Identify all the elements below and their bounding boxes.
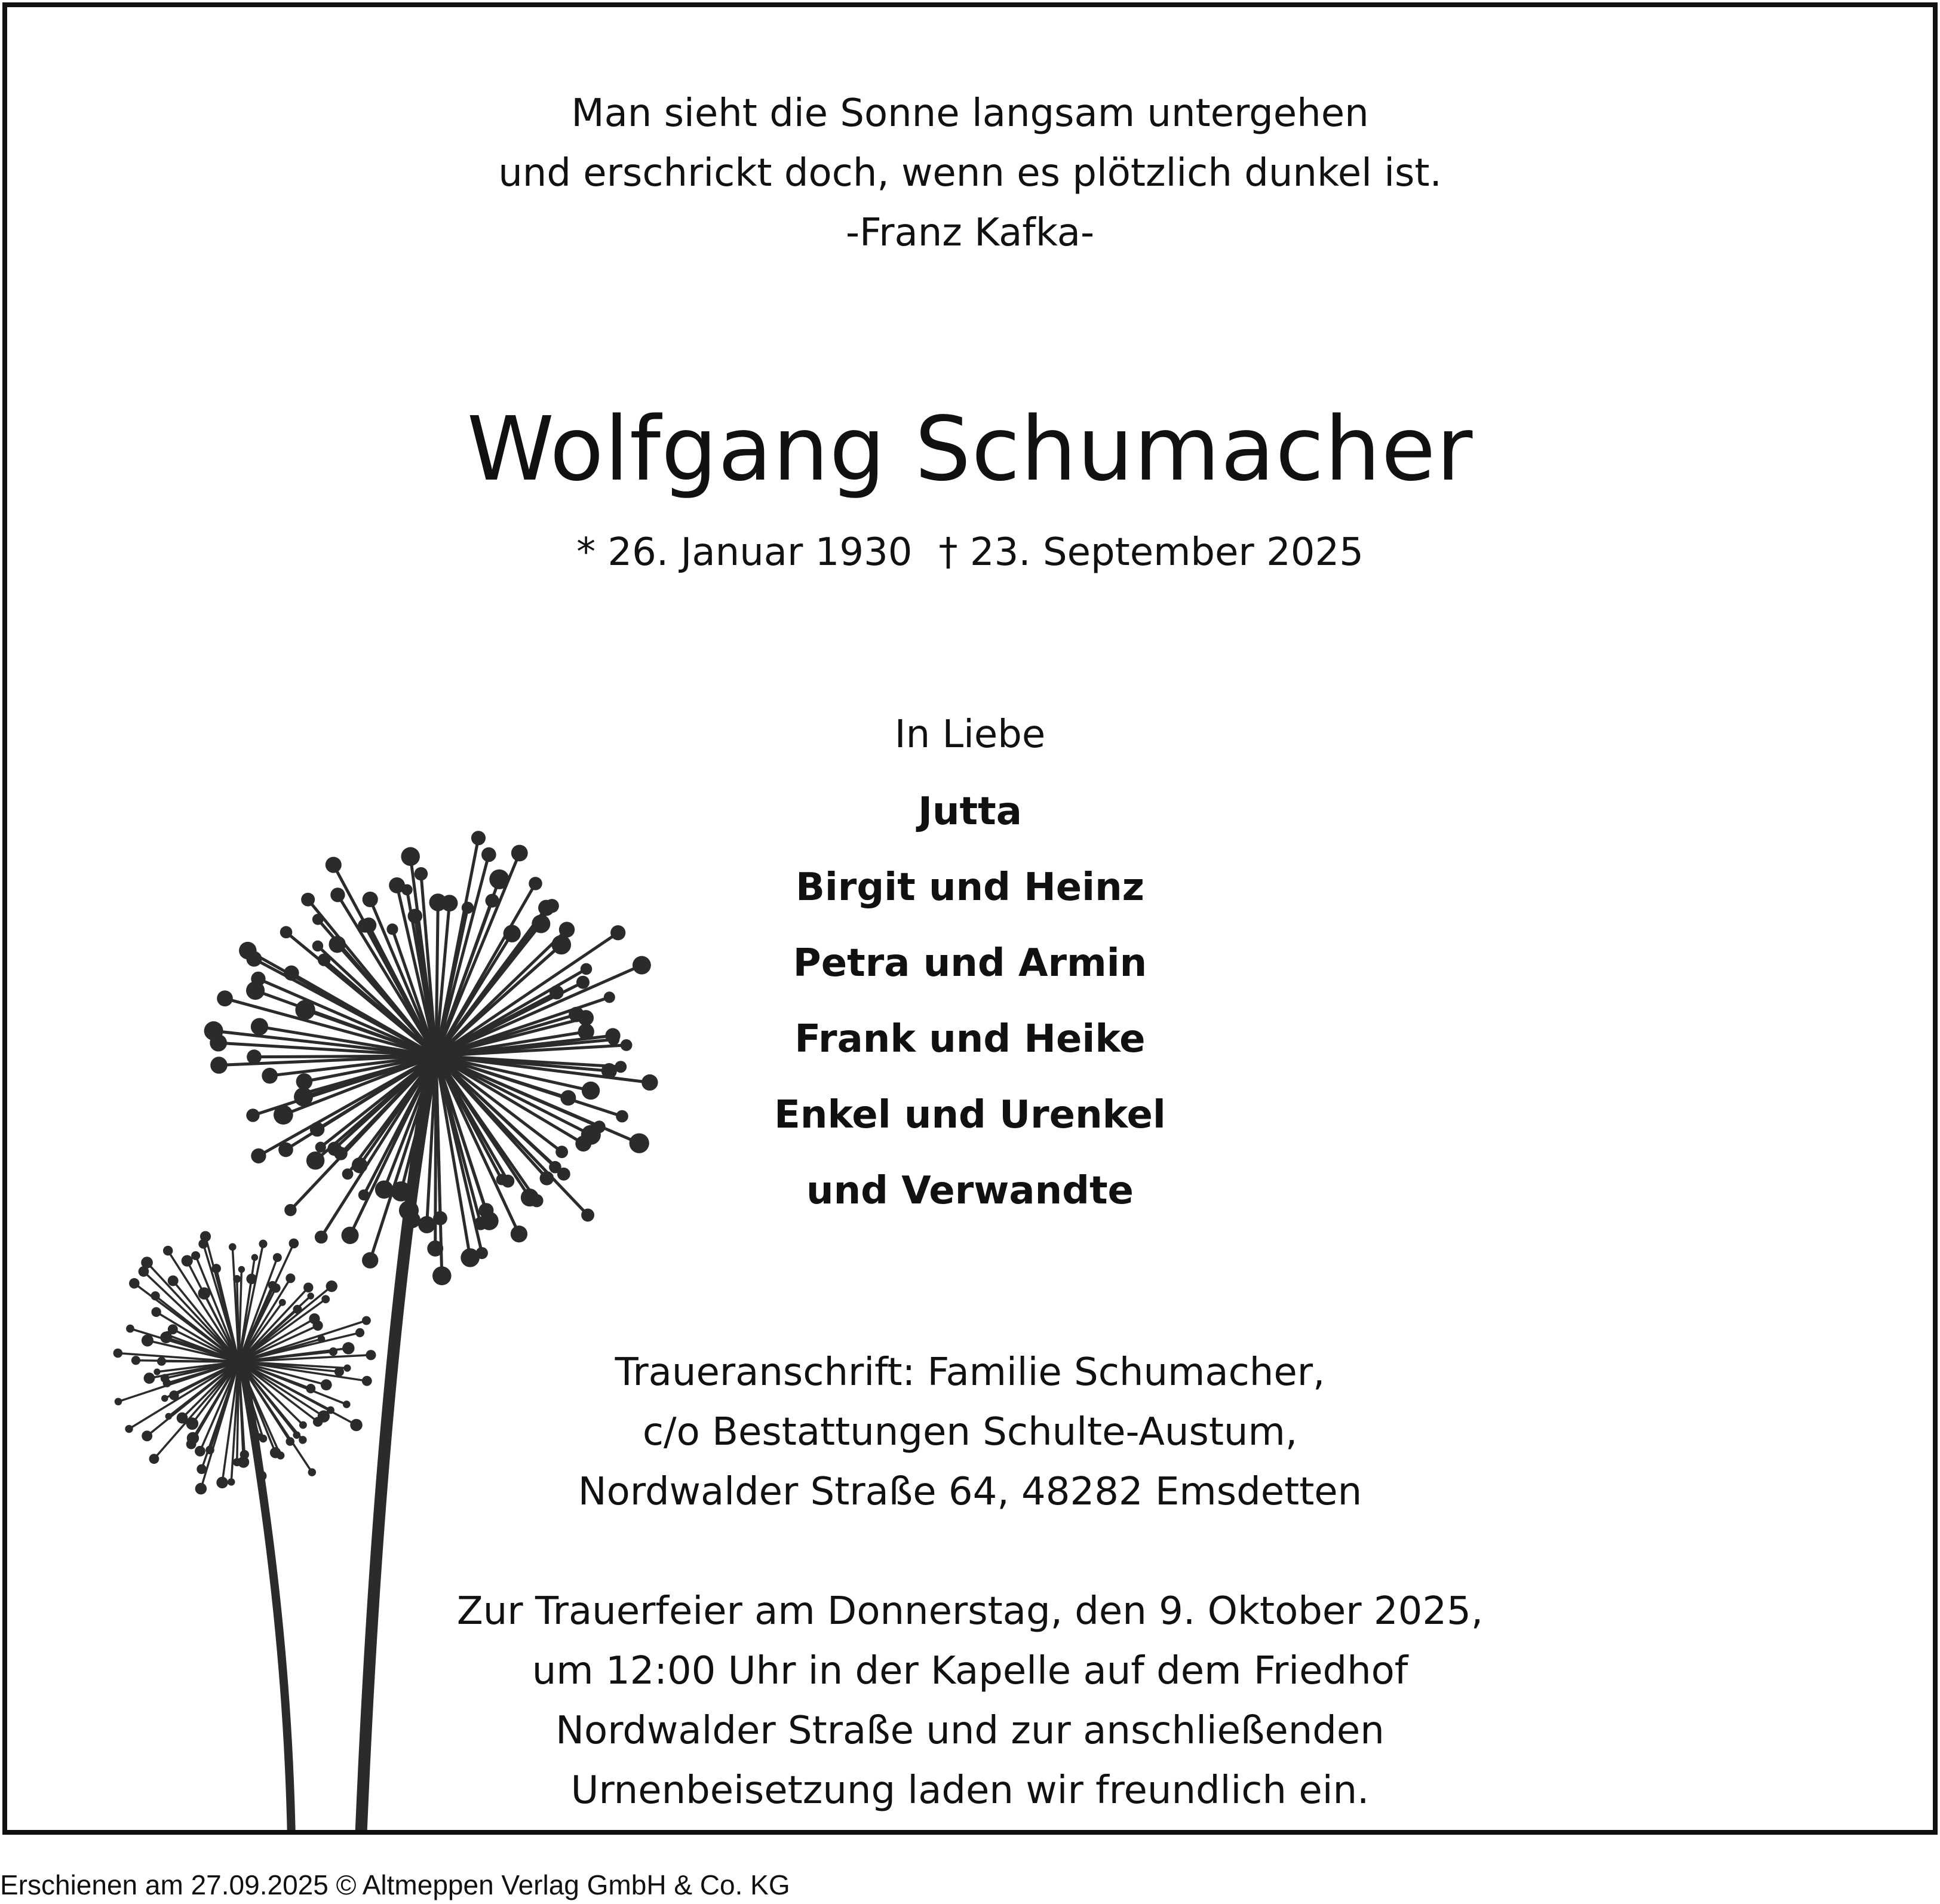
dandelion-seed bbox=[211, 1264, 221, 1273]
small-dandelion-head bbox=[113, 1231, 376, 1494]
dandelion-seed bbox=[375, 1180, 394, 1199]
dandelion-seed bbox=[504, 925, 521, 942]
dandelion-seed bbox=[238, 1266, 245, 1273]
service-line: Nordwalder Straße und zur anschließenden bbox=[555, 1709, 1385, 1753]
dandelion-seed bbox=[256, 1433, 263, 1441]
dandelion-seed bbox=[200, 1231, 211, 1242]
dandelion-seed bbox=[284, 1204, 296, 1216]
dandelion-seed bbox=[552, 935, 572, 955]
dandelion-seed bbox=[610, 925, 625, 940]
dandelion-seed bbox=[288, 1239, 299, 1249]
dandelion-seed bbox=[169, 1390, 179, 1400]
dandelion-seed bbox=[362, 1252, 378, 1269]
address-line: Traueranschrift: Familie Schumacher, bbox=[615, 1350, 1325, 1395]
dandelion-seed bbox=[131, 1356, 140, 1365]
dandelion-seed bbox=[341, 1227, 358, 1244]
dandelion-seed bbox=[271, 1283, 281, 1293]
dandelion-seed bbox=[532, 914, 550, 933]
dandelion-seed bbox=[315, 1230, 328, 1243]
dandelion-seed bbox=[343, 1401, 351, 1408]
dandelion-seed bbox=[350, 1419, 363, 1432]
dandelion-seed bbox=[142, 1430, 152, 1441]
dandelion-seed bbox=[251, 972, 265, 986]
dandelion-seed bbox=[326, 857, 342, 873]
address-line: Nordwalder Straße 64, 48282 Emsdetten bbox=[578, 1470, 1362, 1514]
dandelion-seed bbox=[321, 1295, 330, 1303]
dandelion-seed bbox=[521, 1189, 539, 1206]
obituary-card bbox=[2, 2, 1938, 1835]
dandelion-seed bbox=[471, 831, 486, 845]
quote bbox=[7, 84, 1933, 263]
birth-date: * 26. Januar 1930 bbox=[576, 530, 913, 575]
dandelion-seed bbox=[361, 917, 376, 933]
dandelion-seed bbox=[363, 892, 378, 907]
dandelion-seed bbox=[125, 1425, 133, 1433]
dandelion-seed bbox=[313, 1417, 323, 1426]
dandelion-seed bbox=[280, 926, 293, 939]
dandelion-seed bbox=[550, 985, 564, 1000]
large-dandelion-head bbox=[204, 831, 658, 1285]
dandelion-seed bbox=[630, 1134, 649, 1153]
quote-line: Man sieht die Sonne langsam untergehen bbox=[571, 91, 1369, 136]
dandelion-seed bbox=[481, 847, 496, 862]
dandelion-seed bbox=[315, 1142, 326, 1153]
dandelion-seed bbox=[217, 990, 233, 1006]
dandelion-seed bbox=[511, 844, 528, 861]
dandelion-seed bbox=[303, 1282, 314, 1292]
dandelion-seed bbox=[401, 847, 419, 865]
dandelion-seed bbox=[186, 1439, 197, 1450]
dandelion-seed bbox=[334, 1367, 344, 1377]
dandelion-seed bbox=[168, 1276, 179, 1286]
quote-author: -Franz Kafka- bbox=[845, 211, 1095, 255]
dandelion-seed bbox=[312, 1320, 323, 1331]
dandelion-seed bbox=[441, 895, 458, 911]
dandelion-seed bbox=[604, 991, 615, 1003]
dandelion-seed bbox=[204, 1021, 223, 1040]
dandelion-seed bbox=[582, 1082, 600, 1100]
dandelion-seed bbox=[113, 1349, 123, 1358]
dandelion-seed bbox=[308, 1468, 316, 1476]
dandelion-seed bbox=[129, 1278, 140, 1289]
dandelion-seed bbox=[549, 1161, 561, 1174]
dandelion-seed bbox=[366, 1350, 376, 1360]
dandelion-seed bbox=[216, 1477, 228, 1488]
dandelion-seed bbox=[301, 893, 315, 907]
dandelion-seed bbox=[144, 1372, 155, 1384]
dandelion-seed bbox=[273, 1253, 282, 1262]
service-line: Urnenbeisetzung laden wir freundlich ein. bbox=[570, 1768, 1370, 1813]
dandelion-seed bbox=[293, 1431, 300, 1439]
dandelion-seed-stalk bbox=[436, 924, 541, 1056]
dandelion-core bbox=[424, 1044, 448, 1068]
dandelion-seed bbox=[163, 1246, 173, 1255]
dandelion-seed bbox=[432, 1266, 452, 1285]
publication-footer: Erschienen am 27.09.2025 © Altmeppen Verlag GmbH & Co. KG bbox=[0, 1869, 790, 1900]
dandelion-seed bbox=[191, 1251, 200, 1260]
dandelion-seed bbox=[154, 1368, 160, 1375]
dandelion-seed bbox=[362, 1316, 371, 1325]
dandelion-seed bbox=[462, 902, 474, 914]
dandelion-seed bbox=[538, 900, 554, 916]
mourner-name: Birgit und Heinz bbox=[796, 865, 1144, 910]
dandelion-seed bbox=[404, 1212, 420, 1228]
dandelion-seed bbox=[342, 1168, 354, 1180]
quote-line: und erschrickt doch, wenn es plötzlich dunkel ist. bbox=[498, 151, 1442, 195]
dandelion-seed bbox=[270, 1447, 281, 1458]
dandelion-seed bbox=[205, 1446, 214, 1455]
dandelion-seed bbox=[233, 1275, 241, 1283]
dandelion-seed bbox=[352, 1157, 368, 1174]
dandelion-seed bbox=[330, 887, 345, 902]
dandelion-seed bbox=[578, 1010, 594, 1025]
dandelion-seed bbox=[251, 1254, 259, 1261]
dandelion-seed bbox=[228, 1478, 235, 1485]
dandelion-seed bbox=[616, 1110, 628, 1123]
dandelion-seed bbox=[529, 877, 542, 890]
dandelion-seed bbox=[256, 1471, 266, 1481]
dandelion-seed bbox=[307, 1292, 314, 1300]
dandelion-seed bbox=[641, 1074, 658, 1091]
life-dates bbox=[7, 526, 1933, 579]
dandelion-seed bbox=[284, 966, 299, 981]
dandelion-seed bbox=[576, 976, 590, 989]
dandelion-seed bbox=[555, 1146, 568, 1158]
dandelion-seed bbox=[161, 1395, 168, 1402]
dandelion-seed bbox=[262, 1068, 278, 1084]
mourner-name: Enkel und Urenkel bbox=[774, 1093, 1166, 1137]
dandelion-seed bbox=[326, 1280, 337, 1292]
dandelion-seed bbox=[621, 1039, 633, 1051]
dandelion-seed bbox=[251, 1018, 268, 1035]
dandelion-seed bbox=[306, 1151, 325, 1170]
mourners-intro: In Liebe bbox=[894, 713, 1046, 757]
dandelion-seed bbox=[195, 1483, 207, 1494]
dandelion-seed bbox=[259, 1240, 267, 1248]
dandelion-seed bbox=[427, 1240, 443, 1257]
dandelion-seed bbox=[362, 1376, 372, 1386]
dandelion-seed bbox=[321, 1379, 332, 1390]
dandelion-seed bbox=[299, 1436, 306, 1444]
dandelion-illustration bbox=[7, 784, 694, 1835]
mourner-name: Jutta bbox=[918, 790, 1022, 834]
dandelion-seed bbox=[461, 1248, 480, 1267]
dandelion-seed bbox=[342, 1342, 354, 1354]
dandelion-seed bbox=[329, 1347, 337, 1356]
dandelion-seed bbox=[299, 1421, 307, 1429]
dandelion-seed bbox=[197, 1464, 207, 1475]
dandelion-seed bbox=[210, 1057, 228, 1074]
dandelion-seed bbox=[296, 1073, 313, 1090]
dandelion-seed bbox=[115, 1398, 122, 1405]
dandelion-seed bbox=[251, 1148, 266, 1163]
dandelion-seed bbox=[286, 1273, 295, 1283]
dandelion-core bbox=[231, 1353, 247, 1370]
dandelion-seed bbox=[168, 1324, 178, 1334]
mourner-name: Frank und Heike bbox=[794, 1017, 1146, 1061]
dandelion-seed bbox=[343, 1365, 351, 1372]
dandelion-seed bbox=[142, 1334, 154, 1346]
dandelion-seed bbox=[279, 1299, 286, 1306]
dandelion-seed bbox=[386, 923, 398, 935]
dandelion-seed bbox=[246, 1108, 259, 1122]
death-date: † 23. September 2025 bbox=[938, 530, 1364, 575]
dandelion-seed bbox=[318, 1335, 325, 1343]
mourner-name: Petra und Armin bbox=[793, 941, 1147, 985]
dandelion-seed bbox=[418, 1216, 435, 1233]
dandelion-seed bbox=[401, 884, 413, 895]
dandelion-seed bbox=[149, 1454, 159, 1464]
dandelion-seed bbox=[575, 1135, 591, 1151]
service-line: um 12:00 Uhr in der Kapelle auf dem Friedhof bbox=[532, 1649, 1408, 1693]
dandelion-seed bbox=[511, 1226, 527, 1242]
dandelion-seed bbox=[496, 1174, 508, 1186]
dandelion-seed bbox=[605, 1028, 620, 1043]
address-line: c/o Bestattungen Schulte-Austum, bbox=[642, 1410, 1298, 1454]
dandelion-seed bbox=[141, 1257, 153, 1269]
dandelion-seed bbox=[355, 1328, 364, 1337]
dandelion-seed bbox=[239, 942, 256, 959]
dandelion-seed bbox=[177, 1412, 188, 1424]
dandelion-seed bbox=[229, 1243, 237, 1251]
dandelion-seed bbox=[151, 1307, 161, 1317]
service-line: Zur Trauerfeier am Donnerstag, den 9. Oktober 2025, bbox=[456, 1589, 1484, 1633]
dandelion-seed bbox=[233, 1458, 241, 1466]
dandelion-seed bbox=[633, 956, 651, 975]
dandelion-seed bbox=[312, 941, 324, 952]
deceased-name: Wolfgang Schumacher bbox=[466, 398, 1474, 500]
dandelion-seed bbox=[581, 963, 593, 975]
dandelion-seed bbox=[195, 1446, 205, 1457]
dandelion-seed bbox=[415, 867, 428, 881]
dandelion-seed bbox=[581, 1209, 594, 1222]
dandelion-seed bbox=[182, 1255, 193, 1267]
mourner-name: und Verwandte bbox=[806, 1169, 1134, 1213]
dandelion-seed bbox=[126, 1325, 134, 1333]
